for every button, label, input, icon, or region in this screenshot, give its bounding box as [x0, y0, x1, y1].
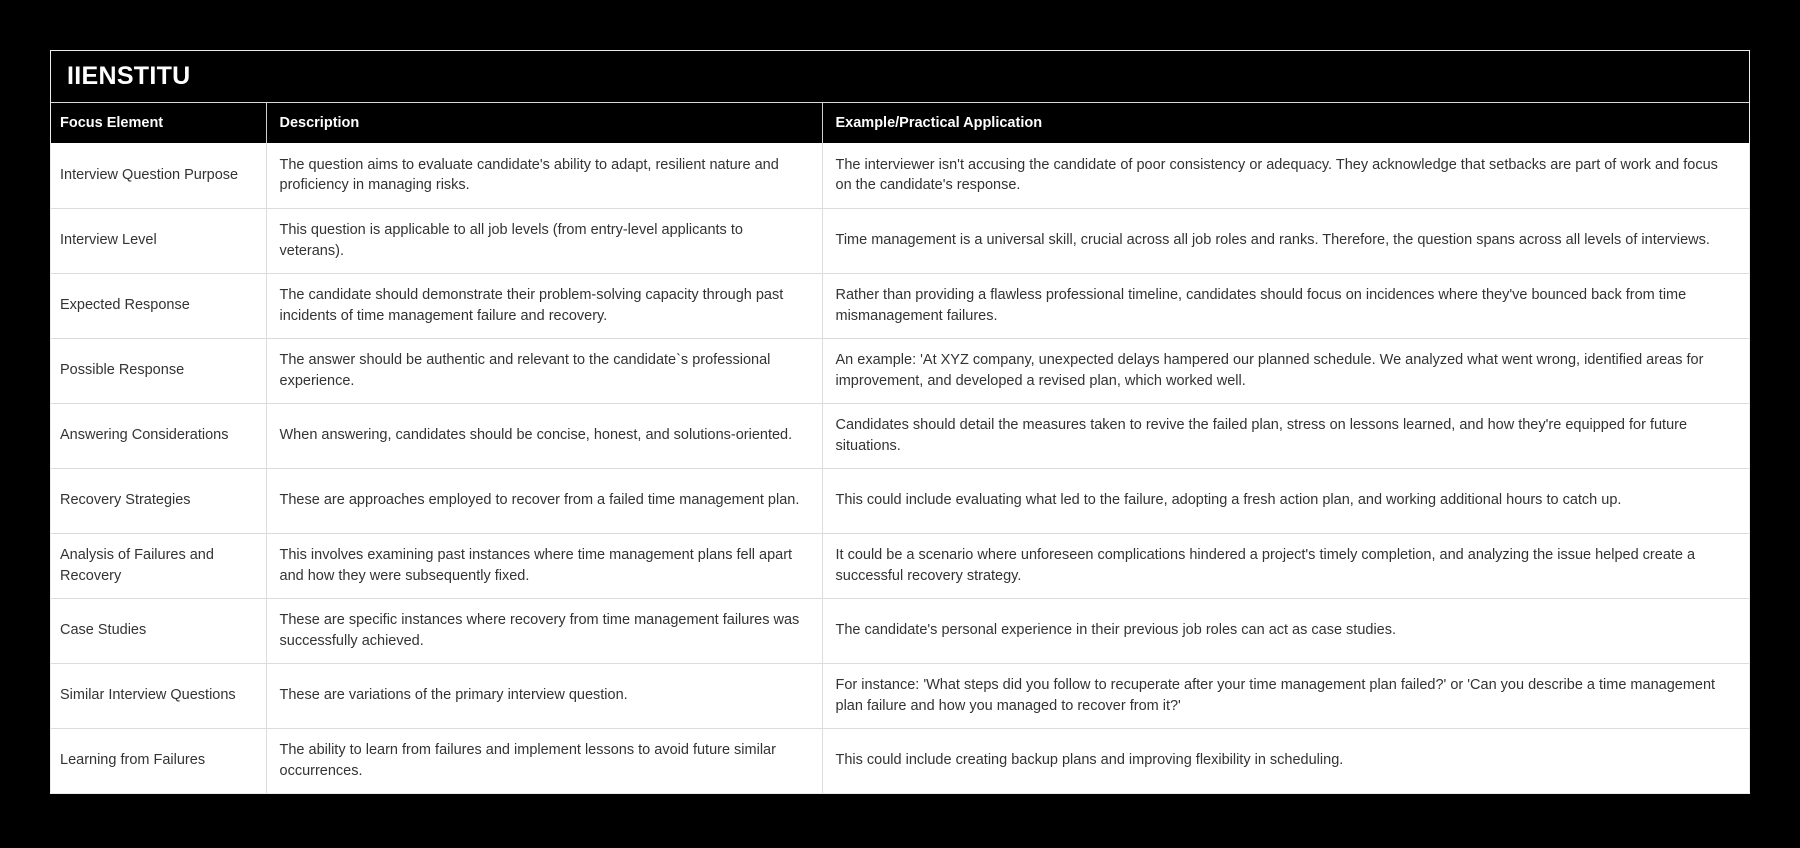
table-row: [51, 598, 1749, 663]
example-cell: The candidate's personal experience in their previous job roles can act as case studies.: [822, 598, 1749, 663]
title-bar: [51, 51, 1749, 103]
focus-cell: Learning from Failures: [51, 728, 266, 793]
table-header: [51, 103, 1749, 143]
table-row: [51, 728, 1749, 793]
example-cell: An example: 'At XYZ company, unexpected delays hampered our planned schedule. We analyzed what went wrong, identified areas for improvement, and developed a revised plan, which worked well.: [822, 338, 1749, 403]
description-cell: This involves examining past instances where time management plans fell apart and how they were subsequently fixed.: [266, 533, 822, 598]
example-cell: This could include evaluating what led to the failure, adopting a fresh action plan, and working additional hours to catch up.: [822, 468, 1749, 533]
table-row: [51, 273, 1749, 338]
focus-cell: Possible Response: [51, 338, 266, 403]
interview-focus-table: [51, 103, 1749, 793]
focus-cell: Expected Response: [51, 273, 266, 338]
example-cell: Rather than providing a flawless professional timeline, candidates should focus on incidences where they've bounced back from time mismanagement failures.: [822, 273, 1749, 338]
table-row: [51, 208, 1749, 273]
focus-cell: Recovery Strategies: [51, 468, 266, 533]
description-cell: The ability to learn from failures and implement lessons to avoid future similar occurrences.: [266, 728, 822, 793]
description-cell: These are approaches employed to recover from a failed time management plan.: [266, 468, 822, 533]
description-cell: The candidate should demonstrate their problem-solving capacity through past incidents of time management failure and recovery.: [266, 273, 822, 338]
brand-title: IIENSTITU: [67, 62, 191, 90]
table-row: [51, 143, 1749, 208]
focus-cell: Interview Question Purpose: [51, 143, 266, 208]
table-body: [51, 143, 1749, 793]
focus-cell: Answering Considerations: [51, 403, 266, 468]
example-cell: It could be a scenario where unforeseen complications hindered a project's timely completion, and analyzing the issue helped create a successful recovery strategy.: [822, 533, 1749, 598]
header-row: [51, 103, 1749, 143]
column-header-example: Example/Practical Application: [822, 103, 1749, 143]
example-cell: This could include creating backup plans and improving flexibility in scheduling.: [822, 728, 1749, 793]
table-row: [51, 403, 1749, 468]
table-row: [51, 468, 1749, 533]
description-cell: These are variations of the primary interview question.: [266, 663, 822, 728]
description-cell: These are specific instances where recovery from time management failures was successfully achieved.: [266, 598, 822, 663]
description-cell: The question aims to evaluate candidate's ability to adapt, resilient nature and proficiency in managing risks.: [266, 143, 822, 208]
table-row: [51, 338, 1749, 403]
focus-cell: Analysis of Failures and Recovery: [51, 533, 266, 598]
focus-cell: Case Studies: [51, 598, 266, 663]
column-header-description: Description: [266, 103, 822, 143]
description-cell: This question is applicable to all job levels (from entry-level applicants to veterans).: [266, 208, 822, 273]
column-header-focus-element: Focus Element: [51, 103, 266, 143]
table-row: [51, 533, 1749, 598]
example-cell: The interviewer isn't accusing the candidate of poor consistency or adequacy. They acknowledge that setbacks are part of work and focus on the candidate's response.: [822, 143, 1749, 208]
table-row: [51, 663, 1749, 728]
description-cell: When answering, candidates should be concise, honest, and solutions-oriented.: [266, 403, 822, 468]
focus-cell: Interview Level: [51, 208, 266, 273]
focus-cell: Similar Interview Questions: [51, 663, 266, 728]
example-cell: Candidates should detail the measures taken to revive the failed plan, stress on lessons learned, and how they're equipped for future situations.: [822, 403, 1749, 468]
example-cell: Time management is a universal skill, crucial across all job roles and ranks. Therefore, the question spans across all levels of interviews.: [822, 208, 1749, 273]
example-cell: For instance: 'What steps did you follow to recuperate after your time management plan failed?' or 'Can you describe a time management plan failure and how you managed to recover from it?': [822, 663, 1749, 728]
description-cell: The answer should be authentic and relevant to the candidate`s professional experience.: [266, 338, 822, 403]
content-card: [50, 50, 1750, 794]
